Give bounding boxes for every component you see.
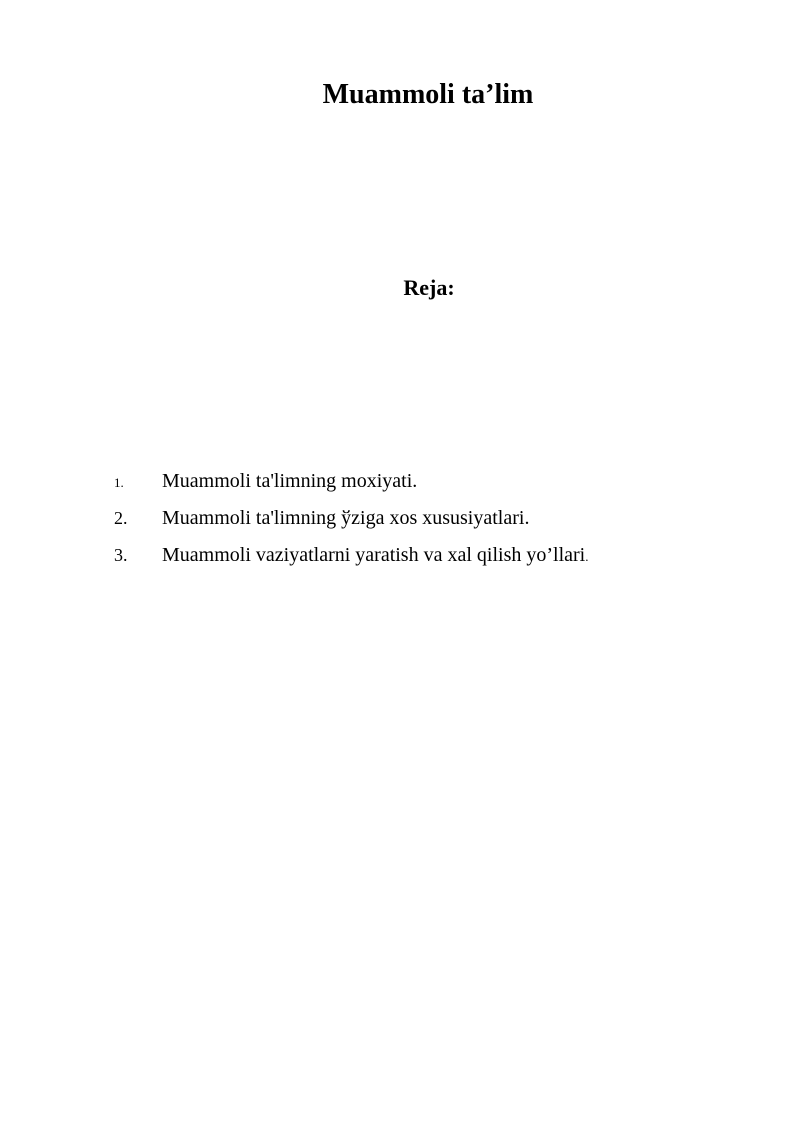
plan-item [114,540,754,577]
plan-item-number: 2. [114,508,128,528]
plan-item-text: Muammoli ta'limning moxiyati. [162,470,418,492]
plan-heading: Reja: [403,275,455,300]
plan-item [114,503,754,540]
plan-item-text: Muammoli vaziyatlarni yaratish va xal qilish yo’llari [162,544,586,566]
plan-item-number: 3. [114,545,128,565]
plan-list [114,466,754,577]
plan-item-trailing-period: . [585,549,589,564]
page-title: Muammoli ta’lim [322,79,534,110]
plan-item-number: 1. [114,475,124,490]
plan-item-text: Muammoli ta'limning ўziga xos xususiyatlari. [162,507,530,529]
plan-item [114,466,754,503]
